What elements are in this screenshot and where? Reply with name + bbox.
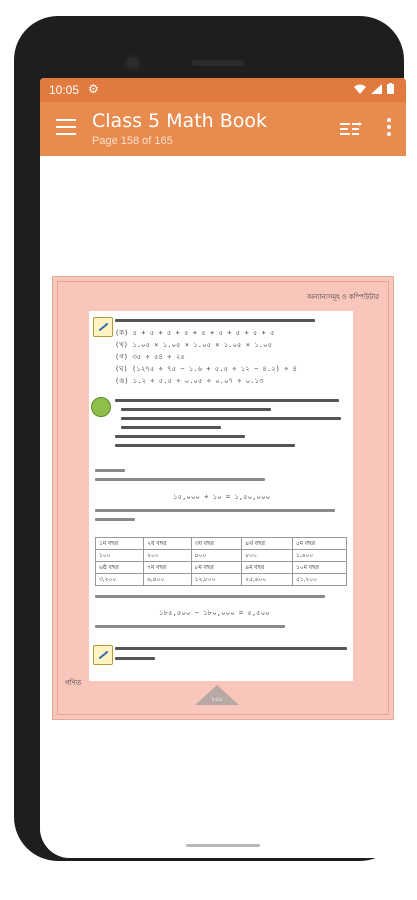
table-cell: ৩য় বছর bbox=[191, 538, 242, 550]
status-bar bbox=[40, 78, 406, 102]
speaker-grille bbox=[192, 60, 244, 66]
text-line bbox=[121, 426, 221, 429]
table-cell: ১০০ bbox=[96, 550, 144, 562]
signal-icon bbox=[371, 84, 382, 94]
table-cell: ১২,৮০০ bbox=[191, 574, 242, 586]
page-indicator: Page 158 of 165 bbox=[92, 135, 173, 147]
table-cell: ৩,২০০ bbox=[96, 574, 144, 586]
overflow-menu-icon[interactable] bbox=[386, 118, 392, 138]
page-number-badge bbox=[195, 685, 239, 707]
screen bbox=[40, 78, 406, 858]
table-of-contents-icon[interactable] bbox=[340, 120, 362, 138]
text-line bbox=[95, 469, 125, 472]
population-table bbox=[95, 537, 347, 586]
table-cell: ১,৬০০ bbox=[292, 550, 346, 562]
wifi-icon bbox=[354, 84, 366, 94]
text-line bbox=[95, 595, 325, 598]
math-line: (খ) ১.০৫ × ১.০৫ × ১.০৫ × ১.০৫ × ১.০৫ bbox=[115, 341, 273, 349]
table-row bbox=[96, 538, 347, 550]
side-label: গণিত bbox=[65, 680, 82, 687]
app-bar bbox=[40, 102, 406, 156]
table-cell: ৯ম বছর bbox=[242, 562, 293, 574]
running-head: অন্যান্যসমূহ ও কম্পিউটার bbox=[307, 294, 379, 301]
equation: ১৫,০০০ + ১০ = ১,৫০,০০০ bbox=[173, 493, 271, 501]
math-line: (গ) ৩৫ ÷ ৫৪ ÷ ২৫ bbox=[115, 353, 185, 361]
pdf-viewer[interactable] bbox=[40, 156, 406, 858]
math-line: (ঙ) ১.২ ÷ ৫.৫ ÷ ০.০৫ ÷ ০.০৭ ÷ ০.১৩ bbox=[115, 377, 264, 385]
status-time: 10:05 bbox=[49, 83, 80, 97]
equation: ১৮৫,৫০০ − ১৮০,০০০ = ৫,৫০০ bbox=[159, 609, 270, 617]
hamburger-menu-icon[interactable] bbox=[56, 119, 76, 137]
note-pencil-icon bbox=[93, 645, 113, 665]
table-cell: ৪র্থ বছর bbox=[242, 538, 293, 550]
text-line bbox=[115, 399, 339, 402]
table-row bbox=[96, 574, 347, 586]
text-line bbox=[115, 647, 347, 650]
text-line bbox=[115, 319, 315, 322]
table-cell: ৫ম বছর bbox=[292, 538, 346, 550]
table-cell: ২০০ bbox=[144, 550, 191, 562]
table-cell: ৪০০ bbox=[191, 550, 242, 562]
table-cell: ৬ষ্ঠ বছর bbox=[96, 562, 144, 574]
text-line bbox=[95, 509, 335, 512]
text-line bbox=[121, 417, 341, 420]
note-pencil-icon bbox=[93, 317, 113, 337]
page-number: ১৫৮ bbox=[211, 697, 223, 703]
math-line: (ঘ) (১২৭৫ ÷ ৭৫ − ১.৬ + ৫.৫ ÷ ১২ − ৪.২) ÷ ৪ bbox=[115, 365, 298, 373]
text-line bbox=[115, 435, 245, 438]
table-cell: ৮০০ bbox=[242, 550, 293, 562]
table-cell: ২৫,৬০০ bbox=[242, 574, 293, 586]
phone-frame bbox=[14, 16, 404, 861]
table-cell: ৫১,২০০ bbox=[292, 574, 346, 586]
text-line bbox=[121, 408, 271, 411]
book-page bbox=[52, 276, 394, 720]
math-line: (ক) ৫ + ৫ + ৫ + ৫ + ৫ + ৫ + ৫ + ৫ + ৫ bbox=[115, 329, 275, 337]
text-line bbox=[115, 444, 295, 447]
text-line bbox=[95, 518, 135, 521]
settings-gear-icon: ⚙ bbox=[88, 82, 99, 96]
status-icons bbox=[354, 83, 394, 94]
text-line bbox=[95, 625, 285, 628]
battery-icon bbox=[387, 83, 394, 94]
table-cell: ১ম বছর bbox=[96, 538, 144, 550]
camera-icon bbox=[124, 54, 142, 72]
table-cell: ১০ম বছর bbox=[292, 562, 346, 574]
table-cell: ৮ম বছর bbox=[191, 562, 242, 574]
text-line bbox=[95, 478, 265, 481]
table-cell: ৭ম বছর bbox=[144, 562, 191, 574]
table-cell: ২য় বছর bbox=[144, 538, 191, 550]
table-row bbox=[96, 562, 347, 574]
book-title: Class 5 Math Book bbox=[92, 110, 268, 132]
table-cell: ৬,৪০০ bbox=[144, 574, 191, 586]
page-content bbox=[89, 311, 353, 681]
hint-leaf-icon bbox=[91, 397, 111, 417]
home-indicator[interactable] bbox=[186, 844, 260, 847]
text-line bbox=[115, 657, 155, 660]
table-row bbox=[96, 550, 347, 562]
